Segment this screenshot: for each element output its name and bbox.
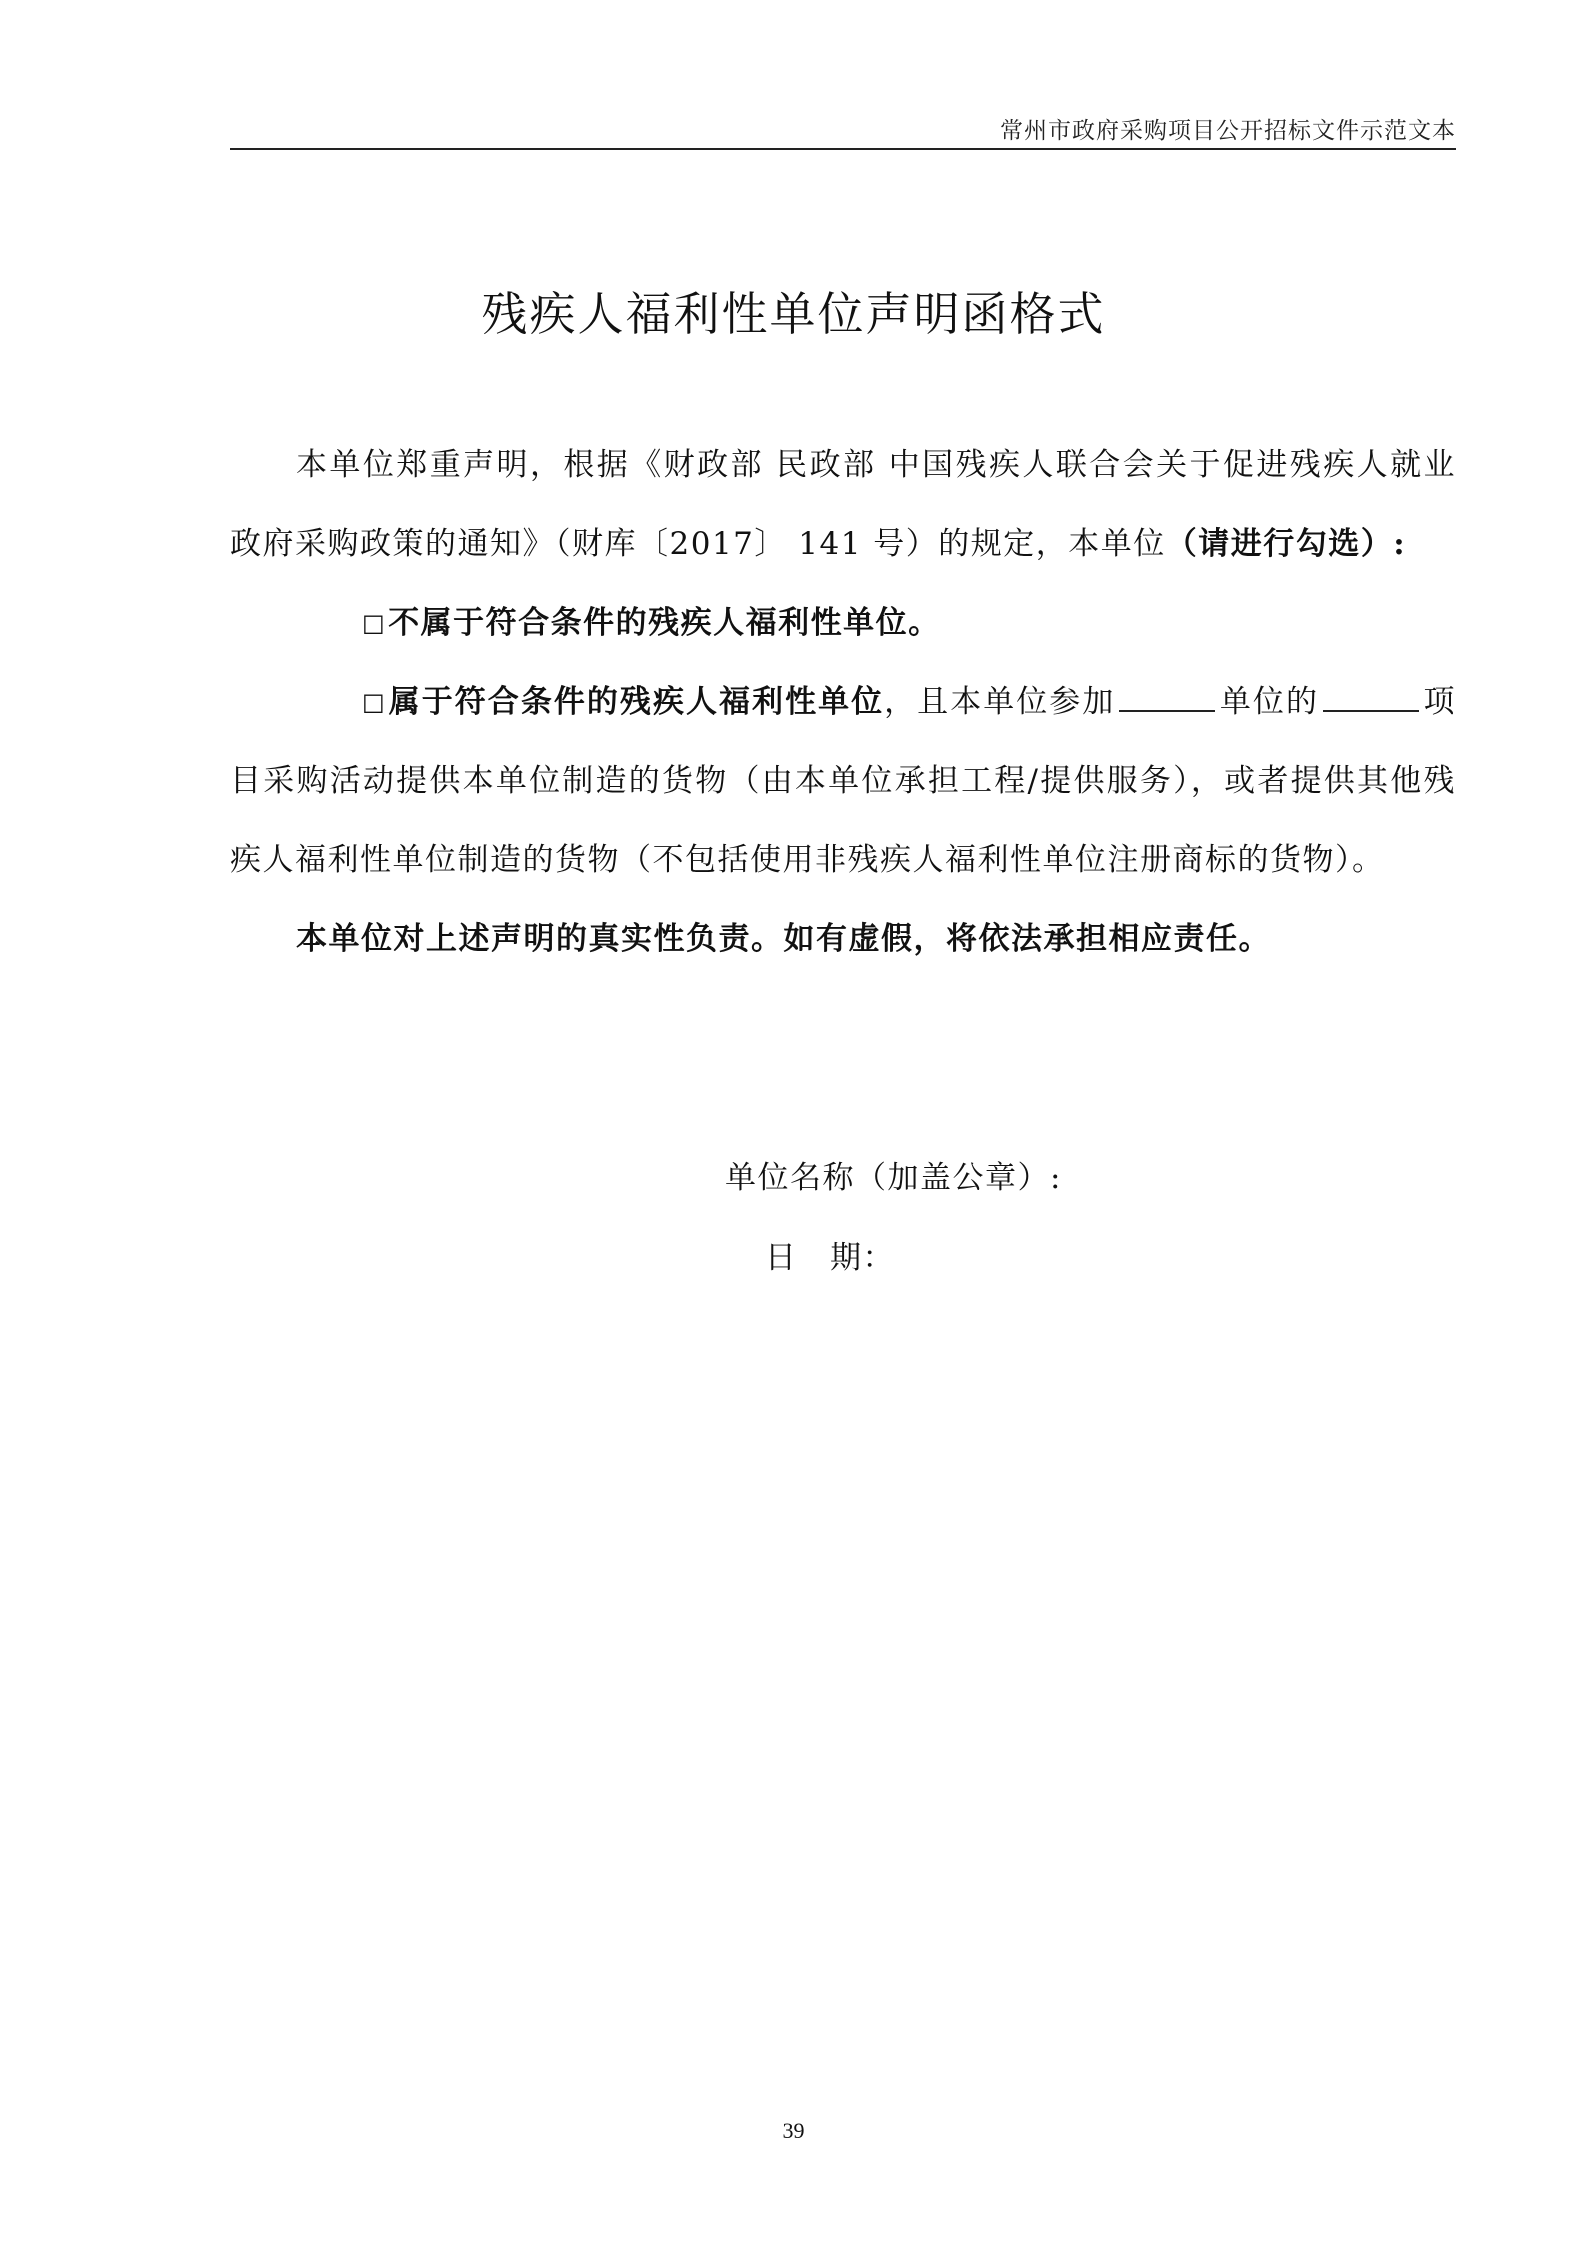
intro-text: 本单位郑重声明，根据《财政部 民政部 中国残疾人联合会关于促进残疾人就业政府采购政策的通知》（财库〔2017〕 141 号）的规定，本单位 — [230, 447, 1456, 562]
intro-paragraph — [230, 426, 1456, 584]
option-welfare-unit — [230, 663, 1456, 900]
declaration-body — [230, 426, 1456, 979]
intro-instruction: （请进行勾选）: — [1165, 526, 1407, 562]
date-label: 日 期： — [765, 1240, 895, 1276]
option-welfare-unit-text-2: 单位的 — [1219, 684, 1319, 720]
header-text: 常州市政府采购项目公开招标文件示范文本 — [1000, 118, 1456, 144]
project-name-blank[interactable] — [1323, 684, 1419, 712]
option-welfare-unit-text-3: 项目采购活动提供本单位制造的货物（由本单位承担工程/提供服务），或者提供其他残疾人福利性单位制造的货物（不包括使用非残疾人福利性单位注册商标的货物）。 — [230, 684, 1457, 878]
option-not-welfare-unit — [230, 584, 1456, 663]
option-not-welfare-unit-label: 不属于符合条件的残疾人福利性单位。 — [388, 605, 941, 641]
checkbox-welfare-unit[interactable]: □ — [362, 688, 387, 716]
option-welfare-unit-text-1: ，且本单位参加 — [884, 684, 1116, 720]
page-header — [230, 108, 1456, 150]
purchasing-unit-blank[interactable] — [1119, 684, 1215, 712]
unit-name-label: 单位名称（加盖公章）: — [725, 1160, 1062, 1196]
responsibility-statement: 本单位对上述声明的真实性负责。如有虚假，将依法承担相应责任。 — [296, 921, 1271, 957]
document-title: 残疾人福利性单位声明函格式 — [481, 287, 1106, 341]
option-welfare-unit-label: 属于符合条件的残疾人福利性单位 — [388, 684, 885, 720]
checkbox-not-welfare-unit[interactable]: □ — [362, 609, 387, 637]
page-number: 39 — [782, 2118, 805, 2143]
signature-block — [725, 1138, 1062, 1298]
